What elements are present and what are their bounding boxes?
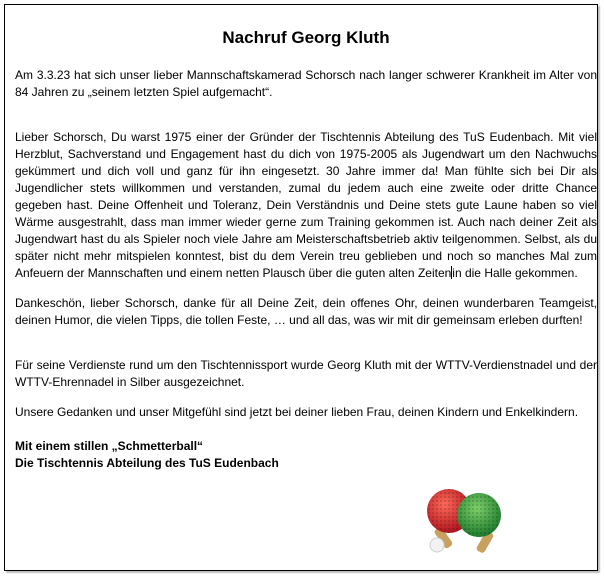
paragraph-tribute-text: Lieber Schorsch, Du warst 1975 einer der Gründer der Tischtennis Abteilung des TuS Eudenbach. Mit viel Herzblut, Sachverstand und Engagement hast du dich von 1975-2005 als Jugendwart um den Nachwuchs gekümmert und dich voll und ganz für ihn eingesetzt. 30 Jahre immer da! Man fühlte sich bei Dir als Jugendlicher stets willkommen und verstanden, zumal du jedem auch eine zweite oder dritte Chance gegeben hast. Deine Offenheit und Toleranz, Dein Verständnis und Deine stets gute Laune haben so viel Wärme ausgestrahlt, dass man immer wieder gerne zum Training gekommen ist. Auch nach deiner Zeit als Jugendwart hast du als Spieler noch viele Jahre am Meisterschaftsbetrieb aktiv teilgenommen. Selbst, als du später nicht mehr mitspielen konntest, bist du dem Verein treu geblieben und noch so manches Mal zum Anfeuern der Mannschaften und einem netten Plausch über die guten alten Zeiten: [15, 130, 597, 280]
document-content: [15, 27, 597, 472]
green-paddle: [457, 493, 501, 554]
signature-line-2: Die Tischtennis Abteilung des TuS Eudenbach: [15, 456, 279, 470]
paragraph-condolences: Unsere Gedanken und unser Mitgefühl sind jetzt bei deiner lieben Frau, deinen Kindern und Enkelkindern.: [15, 405, 579, 419]
table-tennis-paddles-icon: [419, 483, 509, 563]
paragraph-thanks: Dankeschön, lieber Schorsch, danke für all Deine Zeit, dein offenes Ohr, deinen wunderbaren Teamgeist, deinen Humor, die vielen Tipps, die tollen Feste, … und all das, was wir mit dir gemeinsam erleben durften!: [15, 296, 597, 327]
paragraph-honors: Für seine Verdienste rund um den Tischtennissport wurde Georg Kluth mit der WTTV-Verdienstnadel und der WTTV-Ehrennadel in Silber ausgezeichnet.: [15, 358, 597, 389]
signature-line-1: Mit einem stillen „Schmetterball“: [15, 439, 204, 453]
paragraph-tribute: [15, 129, 597, 282]
paragraph-tribute-end: in die Halle gekommen.: [452, 266, 578, 280]
ball: [430, 538, 444, 552]
paragraph-announcement: Am 3.3.23 hat sich unser lieber Mannschaftskamerad Schorsch nach langer schwerer Krankheit im Alter von 84 Jahren zu „seinem letzten Spiel aufgemacht“.: [15, 68, 597, 99]
document-title: Nachruf Georg Kluth: [222, 28, 390, 47]
document-frame: [4, 4, 598, 571]
